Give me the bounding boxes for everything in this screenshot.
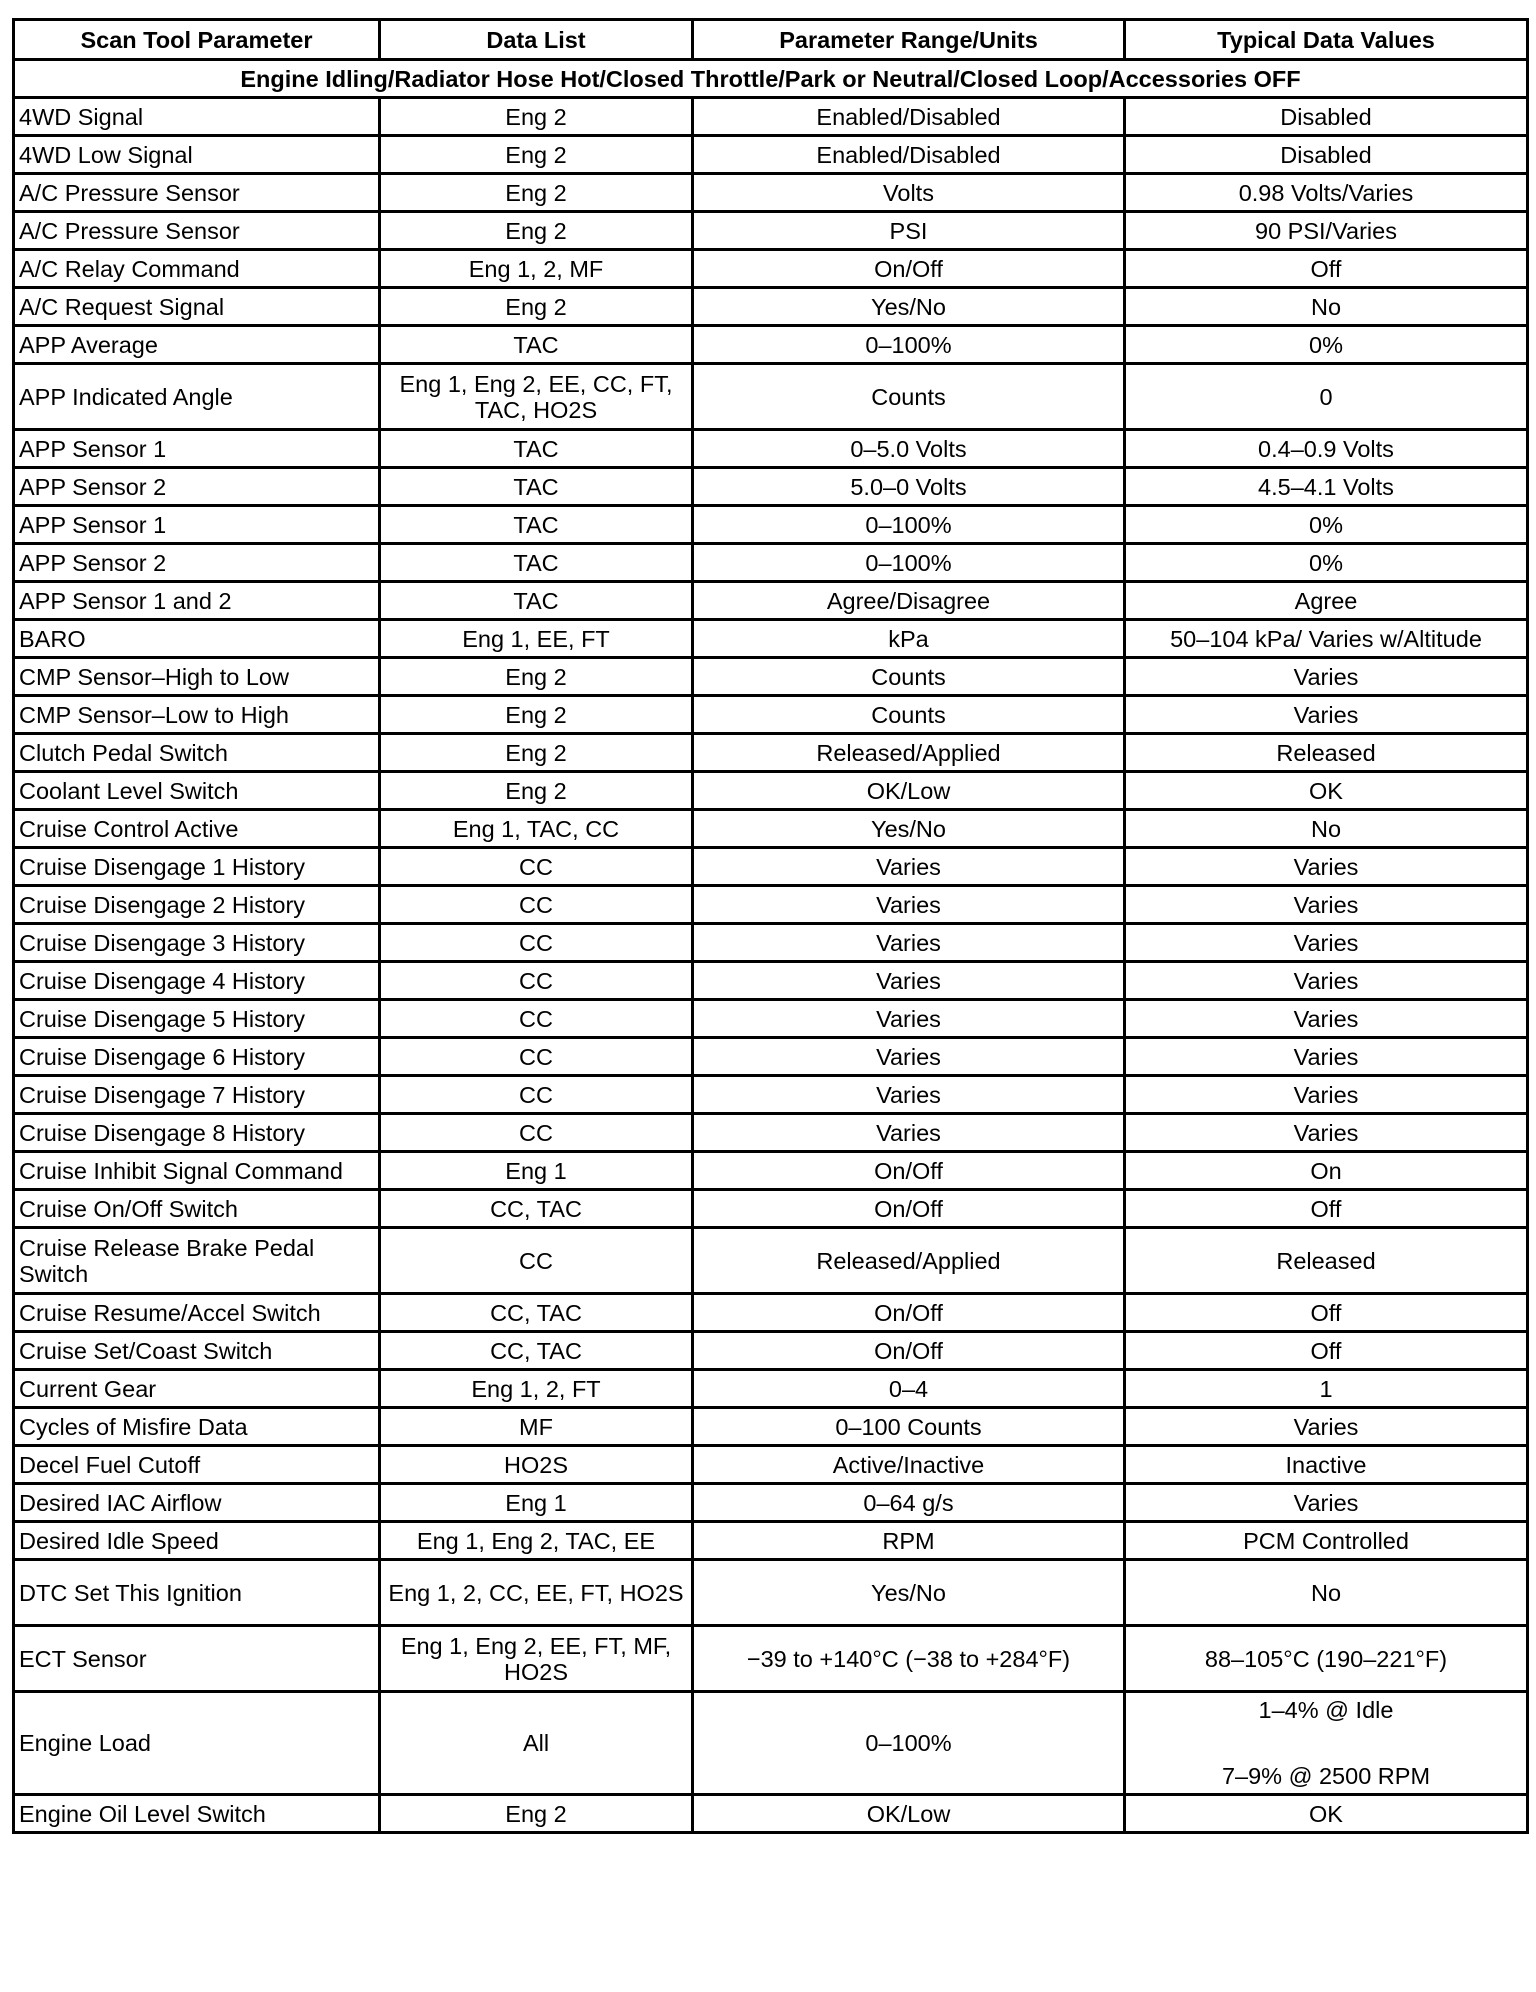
table-row xyxy=(14,696,1528,734)
table-row xyxy=(14,810,1528,848)
table-row xyxy=(14,1294,1528,1332)
table-row xyxy=(14,136,1528,174)
range-units-cell: On/Off xyxy=(693,1294,1125,1332)
data-list-cell: Eng 1, EE, FT xyxy=(380,620,693,658)
parameter-cell: Cruise Disengage 8 History xyxy=(14,1114,380,1152)
range-units-cell: 0–100% xyxy=(693,506,1125,544)
range-units-cell: Varies xyxy=(693,848,1125,886)
data-list-cell: Eng 2 xyxy=(380,772,693,810)
range-units-cell: Counts xyxy=(693,658,1125,696)
range-units-cell: Counts xyxy=(693,696,1125,734)
data-list-cell: CC xyxy=(380,1038,693,1076)
typical-value-cell: Agree xyxy=(1125,582,1528,620)
table-row xyxy=(14,1446,1528,1484)
table-row xyxy=(14,1332,1528,1370)
parameter-cell: Cruise Release Brake Pedal Switch xyxy=(14,1228,380,1294)
range-units-cell: kPa xyxy=(693,620,1125,658)
typical-value-cell: Varies xyxy=(1125,1484,1528,1522)
scan-tool-data-sheet xyxy=(12,18,1526,1834)
data-list-cell: Eng 2 xyxy=(380,734,693,772)
data-list-cell: CC xyxy=(380,1000,693,1038)
data-list-cell: CC xyxy=(380,886,693,924)
typical-value-cell: Off xyxy=(1125,1294,1528,1332)
parameter-cell: Cruise Resume/Accel Switch xyxy=(14,1294,380,1332)
parameter-cell: Cruise Disengage 6 History xyxy=(14,1038,380,1076)
data-list-cell: Eng 1, Eng 2, EE, FT, MF, HO2S xyxy=(380,1626,693,1692)
parameter-cell: APP Sensor 1 xyxy=(14,506,380,544)
table-row xyxy=(14,544,1528,582)
typical-value-cell: Varies xyxy=(1125,1076,1528,1114)
parameter-cell: ECT Sensor xyxy=(14,1626,380,1692)
typical-value-cell: 0 xyxy=(1125,364,1528,430)
data-list-cell: TAC xyxy=(380,582,693,620)
typical-value-cell: Varies xyxy=(1125,1408,1528,1446)
parameter-cell: Cruise Disengage 4 History xyxy=(14,962,380,1000)
range-units-cell: Released/Applied xyxy=(693,734,1125,772)
header-typical-data-values: Typical Data Values xyxy=(1125,20,1528,60)
typical-value-cell: Off xyxy=(1125,1332,1528,1370)
table-row xyxy=(14,1076,1528,1114)
table-row xyxy=(14,1114,1528,1152)
data-list-cell: TAC xyxy=(380,430,693,468)
table-row xyxy=(14,1000,1528,1038)
table-row xyxy=(14,1190,1528,1228)
range-units-cell: Varies xyxy=(693,962,1125,1000)
range-units-cell: Released/Applied xyxy=(693,1228,1125,1294)
range-units-cell: 0–5.0 Volts xyxy=(693,430,1125,468)
table-body xyxy=(14,60,1528,1833)
parameter-cell: CMP Sensor–High to Low xyxy=(14,658,380,696)
table-row xyxy=(14,1560,1528,1626)
typical-value-cell: Off xyxy=(1125,1190,1528,1228)
parameter-cell: Cruise Disengage 2 History xyxy=(14,886,380,924)
typical-value-cell: No xyxy=(1125,810,1528,848)
range-units-cell: On/Off xyxy=(693,250,1125,288)
data-list-cell: All xyxy=(380,1692,693,1795)
typical-value-cell: 0% xyxy=(1125,544,1528,582)
parameter-cell: Cruise Disengage 1 History xyxy=(14,848,380,886)
range-units-cell: Active/Inactive xyxy=(693,1446,1125,1484)
parameter-cell: Engine Load xyxy=(14,1692,380,1795)
typical-value-cell: 0.4–0.9 Volts xyxy=(1125,430,1528,468)
typical-value-cell: On xyxy=(1125,1152,1528,1190)
range-units-cell: Yes/No xyxy=(693,810,1125,848)
range-units-cell: Yes/No xyxy=(693,288,1125,326)
parameter-cell: 4WD Signal xyxy=(14,98,380,136)
data-list-cell: CC xyxy=(380,1076,693,1114)
range-units-cell: Varies xyxy=(693,924,1125,962)
range-units-cell: 0–100 Counts xyxy=(693,1408,1125,1446)
table-row xyxy=(14,1522,1528,1560)
table-row xyxy=(14,620,1528,658)
data-list-cell: Eng 2 xyxy=(380,658,693,696)
typical-value-cell: 50–104 kPa/ Varies w/Altitude xyxy=(1125,620,1528,658)
data-list-cell: TAC xyxy=(380,468,693,506)
typical-value-cell: Released xyxy=(1125,734,1528,772)
data-list-cell: TAC xyxy=(380,544,693,582)
data-list-cell: Eng 1, TAC, CC xyxy=(380,810,693,848)
table-row xyxy=(14,848,1528,886)
parameter-cell: BARO xyxy=(14,620,380,658)
data-list-cell: Eng 2 xyxy=(380,696,693,734)
table-row xyxy=(14,250,1528,288)
header-data-list: Data List xyxy=(380,20,693,60)
typical-value-cell: OK xyxy=(1125,1795,1528,1833)
range-units-cell: Varies xyxy=(693,886,1125,924)
parameter-cell: Cruise Disengage 5 History xyxy=(14,1000,380,1038)
data-list-cell: Eng 2 xyxy=(380,1795,693,1833)
table-row xyxy=(14,1370,1528,1408)
range-units-cell: On/Off xyxy=(693,1332,1125,1370)
data-list-cell: Eng 1, Eng 2, EE, CC, FT, TAC, HO2S xyxy=(380,364,693,430)
range-units-cell: 0–64 g/s xyxy=(693,1484,1125,1522)
data-list-cell: Eng 1, 2, MF xyxy=(380,250,693,288)
range-units-cell: RPM xyxy=(693,1522,1125,1560)
range-units-cell: Varies xyxy=(693,1000,1125,1038)
range-units-cell: 5.0–0 Volts xyxy=(693,468,1125,506)
typical-value-cell: Varies xyxy=(1125,924,1528,962)
parameter-cell: APP Indicated Angle xyxy=(14,364,380,430)
range-units-cell: Varies xyxy=(693,1076,1125,1114)
range-units-cell: PSI xyxy=(693,212,1125,250)
table-row xyxy=(14,1038,1528,1076)
table-row xyxy=(14,658,1528,696)
typical-value-cell: 88–105°C (190–221°F) xyxy=(1125,1626,1528,1692)
data-list-cell: Eng 1, 2, CC, EE, FT, HO2S xyxy=(380,1560,693,1626)
typical-value-cell: OK xyxy=(1125,772,1528,810)
typical-value-cell: Varies xyxy=(1125,1038,1528,1076)
typical-value-cell: 0.98 Volts/Varies xyxy=(1125,174,1528,212)
parameter-cell: APP Sensor 1 xyxy=(14,430,380,468)
data-list-cell: CC, TAC xyxy=(380,1294,693,1332)
data-list-cell: TAC xyxy=(380,506,693,544)
data-list-cell: CC xyxy=(380,924,693,962)
data-list-cell: TAC xyxy=(380,326,693,364)
table-row xyxy=(14,288,1528,326)
typical-value-cell: 0% xyxy=(1125,326,1528,364)
range-units-cell: Varies xyxy=(693,1038,1125,1076)
typical-value-cell: Inactive xyxy=(1125,1446,1528,1484)
range-units-cell: On/Off xyxy=(693,1152,1125,1190)
header-parameter-range-units: Parameter Range/Units xyxy=(693,20,1125,60)
range-units-cell: 0–4 xyxy=(693,1370,1125,1408)
range-units-cell: Volts xyxy=(693,174,1125,212)
table-row xyxy=(14,1626,1528,1692)
typical-value-cell: PCM Controlled xyxy=(1125,1522,1528,1560)
typical-value-cell: 4.5–4.1 Volts xyxy=(1125,468,1528,506)
data-list-cell: CC, TAC xyxy=(380,1190,693,1228)
parameter-cell: 4WD Low Signal xyxy=(14,136,380,174)
data-list-cell: Eng 2 xyxy=(380,136,693,174)
parameter-cell: A/C Pressure Sensor xyxy=(14,212,380,250)
engine-load-idle-value: 1–4% @ Idle xyxy=(1258,1696,1394,1723)
data-list-cell: Eng 1 xyxy=(380,1484,693,1522)
data-list-cell: Eng 2 xyxy=(380,174,693,212)
parameter-cell: Desired Idle Speed xyxy=(14,1522,380,1560)
parameter-cell: Cycles of Misfire Data xyxy=(14,1408,380,1446)
typical-value-cell: Varies xyxy=(1125,962,1528,1000)
table-row xyxy=(14,772,1528,810)
table-header xyxy=(14,20,1528,60)
parameter-cell: DTC Set This Ignition xyxy=(14,1560,380,1626)
data-list-cell: CC xyxy=(380,962,693,1000)
table-row xyxy=(14,98,1528,136)
typical-value-cell: Off xyxy=(1125,250,1528,288)
table-row xyxy=(14,924,1528,962)
parameter-cell: Coolant Level Switch xyxy=(14,772,380,810)
table-row xyxy=(14,174,1528,212)
parameter-cell: Decel Fuel Cutoff xyxy=(14,1446,380,1484)
parameter-cell: APP Average xyxy=(14,326,380,364)
table-row xyxy=(14,506,1528,544)
table-row xyxy=(14,1408,1528,1446)
parameter-cell: Cruise Disengage 3 History xyxy=(14,924,380,962)
parameter-cell: A/C Request Signal xyxy=(14,288,380,326)
operating-condition: Engine Idling/Radiator Hose Hot/Closed Throttle/Park or Neutral/Closed Loop/Accessories OFF xyxy=(14,60,1528,98)
scan-tool-parameter-table xyxy=(12,18,1529,1834)
range-units-cell: Yes/No xyxy=(693,1560,1125,1626)
parameter-cell: Desired IAC Airflow xyxy=(14,1484,380,1522)
table-row xyxy=(14,886,1528,924)
table-row xyxy=(14,734,1528,772)
data-list-cell: CC xyxy=(380,1114,693,1152)
parameter-cell: A/C Relay Command xyxy=(14,250,380,288)
range-units-cell: Enabled/Disabled xyxy=(693,136,1125,174)
range-units-cell: Counts xyxy=(693,364,1125,430)
data-list-cell: MF xyxy=(380,1408,693,1446)
parameter-cell: CMP Sensor–Low to High xyxy=(14,696,380,734)
table-row xyxy=(14,212,1528,250)
typical-value-cell: Varies xyxy=(1125,696,1528,734)
range-units-cell: 0–100% xyxy=(693,1692,1125,1795)
data-list-cell: Eng 2 xyxy=(380,288,693,326)
table-row xyxy=(14,430,1528,468)
condition-row xyxy=(14,60,1528,98)
parameter-cell: APP Sensor 2 xyxy=(14,468,380,506)
data-list-cell: Eng 1, Eng 2, TAC, EE xyxy=(380,1522,693,1560)
table-row xyxy=(14,468,1528,506)
typical-value-cell: Varies xyxy=(1125,1000,1528,1038)
data-list-cell: Eng 2 xyxy=(380,212,693,250)
typical-value-cell: No xyxy=(1125,1560,1528,1626)
parameter-cell: Cruise Control Active xyxy=(14,810,380,848)
table-row xyxy=(14,326,1528,364)
typical-value-cell: Disabled xyxy=(1125,98,1528,136)
parameter-cell: APP Sensor 2 xyxy=(14,544,380,582)
engine-load-2500rpm-value: 7–9% @ 2500 RPM xyxy=(1221,1762,1431,1789)
parameter-cell: Cruise Disengage 7 History xyxy=(14,1076,380,1114)
parameter-cell: Cruise On/Off Switch xyxy=(14,1190,380,1228)
parameter-cell: Clutch Pedal Switch xyxy=(14,734,380,772)
range-units-cell: Enabled/Disabled xyxy=(693,98,1125,136)
typical-value-cell: 0% xyxy=(1125,506,1528,544)
parameter-cell: APP Sensor 1 and 2 xyxy=(14,582,380,620)
parameter-cell: Cruise Set/Coast Switch xyxy=(14,1332,380,1370)
range-units-cell: On/Off xyxy=(693,1190,1125,1228)
typical-value-cell: 90 PSI/Varies xyxy=(1125,212,1528,250)
data-list-cell: CC xyxy=(380,848,693,886)
typical-value-cell: Varies xyxy=(1125,658,1528,696)
data-list-cell: CC xyxy=(380,1228,693,1294)
table-row xyxy=(14,1152,1528,1190)
range-units-cell: Agree/Disagree xyxy=(693,582,1125,620)
typical-value-cell: Varies xyxy=(1125,886,1528,924)
range-units-cell: 0–100% xyxy=(693,326,1125,364)
range-units-cell: OK/Low xyxy=(693,772,1125,810)
data-list-cell: CC, TAC xyxy=(380,1332,693,1370)
parameter-cell: Current Gear xyxy=(14,1370,380,1408)
parameter-cell: A/C Pressure Sensor xyxy=(14,174,380,212)
typical-value-cell: Varies xyxy=(1125,1114,1528,1152)
typical-value-cell: 1 xyxy=(1125,1370,1528,1408)
parameter-cell: Engine Oil Level Switch xyxy=(14,1795,380,1833)
typical-value-cell: Released xyxy=(1125,1228,1528,1294)
table-row xyxy=(14,962,1528,1000)
table-row xyxy=(14,1692,1528,1795)
range-units-cell: −39 to +140°C (−38 to +284°F) xyxy=(693,1626,1125,1692)
data-list-cell: Eng 1 xyxy=(380,1152,693,1190)
table-row xyxy=(14,1795,1528,1833)
typical-value-cell: Disabled xyxy=(1125,136,1528,174)
parameter-cell: Cruise Inhibit Signal Command xyxy=(14,1152,380,1190)
header-scan-tool-parameter: Scan Tool Parameter xyxy=(14,20,380,60)
data-list-cell: Eng 1, 2, FT xyxy=(380,1370,693,1408)
table-row xyxy=(14,364,1528,430)
header-row xyxy=(14,20,1528,60)
table-row xyxy=(14,1484,1528,1522)
range-units-cell: 0–100% xyxy=(693,544,1125,582)
typical-value-cell: No xyxy=(1125,288,1528,326)
table-row xyxy=(14,582,1528,620)
range-units-cell: OK/Low xyxy=(693,1795,1125,1833)
typical-value-cell: Varies xyxy=(1125,848,1528,886)
table-row xyxy=(14,1228,1528,1294)
data-list-cell: HO2S xyxy=(380,1446,693,1484)
range-units-cell: Varies xyxy=(693,1114,1125,1152)
data-list-cell: Eng 2 xyxy=(380,98,693,136)
typical-value-cell xyxy=(1125,1692,1528,1795)
